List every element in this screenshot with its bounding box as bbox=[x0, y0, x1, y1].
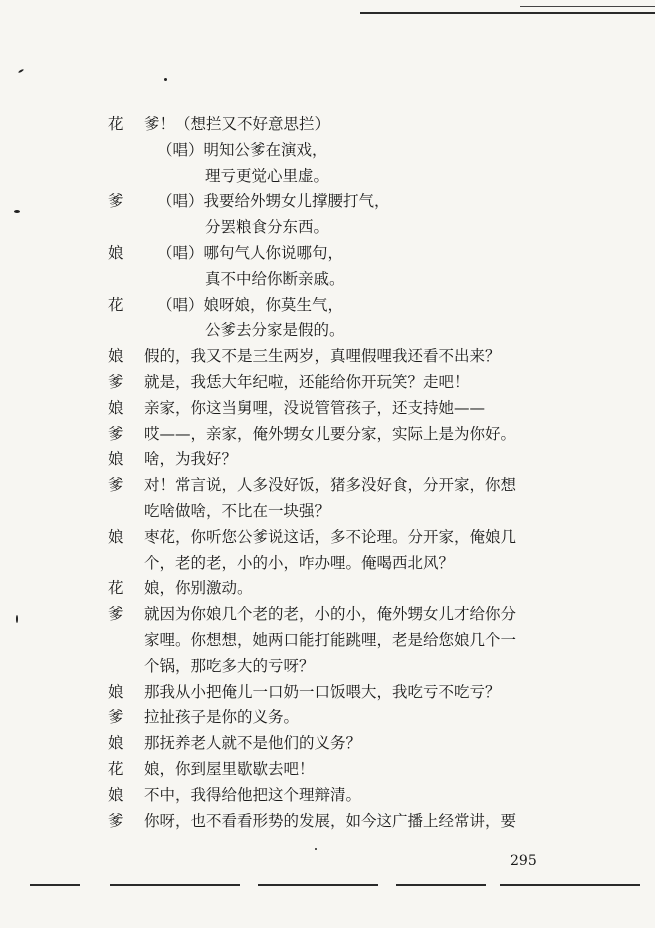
line-text: 拉扯孩子是你的义务。 bbox=[144, 708, 300, 727]
spoken-line bbox=[144, 344, 584, 370]
speaker-name: 娘 bbox=[108, 734, 124, 753]
speaker-name: 娘 bbox=[108, 527, 124, 546]
speaker-name: 娘 bbox=[108, 347, 124, 366]
spoken-line bbox=[144, 576, 584, 602]
dialogue-entry bbox=[0, 731, 655, 757]
dialogue-entry bbox=[0, 680, 655, 706]
scan-speck bbox=[18, 69, 24, 74]
spoken-line bbox=[144, 473, 584, 525]
spoken-line bbox=[144, 680, 584, 706]
spoken-line bbox=[144, 731, 584, 757]
line-text: 个锅，那吃多大的亏呀？ bbox=[144, 656, 315, 675]
dialogue-entry bbox=[0, 241, 655, 293]
line-text: 爹！（想拦又不好意思拦） bbox=[144, 115, 331, 133]
speaker-name: 爹 bbox=[108, 424, 124, 443]
line-text: 假的，我又不是三生两岁，真哩假哩我还看不出来？ bbox=[144, 347, 501, 366]
speaker-name: 爹 bbox=[108, 708, 124, 727]
dialogue-entry bbox=[0, 525, 655, 577]
line-text: 那我从小把俺儿一口奶一口饭喂大，我吃亏不吃亏？ bbox=[144, 682, 501, 701]
dialogue-entry bbox=[0, 344, 655, 370]
line-text: 对！常言说，人多没好饭，猪多没好食，分开家，你想 bbox=[144, 476, 517, 495]
page-number: 295 bbox=[510, 853, 537, 869]
line-text: 不中，我得给他把这个理辩清。 bbox=[144, 785, 362, 804]
line-text: 那抚养老人就不是他们的义务？ bbox=[144, 734, 362, 753]
line-text: （唱）哪句气人你说哪句， bbox=[157, 243, 344, 262]
line-text: 你呀，也不看看形势的发展，如今这广播上经常讲，要 bbox=[144, 811, 517, 830]
speaker-name: 爹 bbox=[108, 372, 124, 391]
line-text: 真不中给你断亲戚。 bbox=[205, 269, 345, 288]
speaker-name: 爹 bbox=[108, 811, 124, 830]
speaker-name: 娘 bbox=[108, 243, 124, 262]
speaker-name: 娘 bbox=[108, 398, 124, 417]
line-text: （唱）我要给外甥女儿撑腰打气， bbox=[157, 192, 390, 211]
line-text: 就因为你娘几个老的老，小的小，俺外甥女儿才给你分 bbox=[144, 605, 517, 624]
spoken-line bbox=[144, 525, 584, 577]
spoken-line bbox=[144, 396, 584, 422]
dialogue-entry bbox=[0, 576, 655, 602]
scan-speck bbox=[164, 78, 167, 81]
spoken-line bbox=[144, 809, 584, 835]
scan-footer-lines bbox=[0, 884, 655, 894]
dialogue-entry bbox=[0, 757, 655, 783]
spoken-line bbox=[144, 112, 584, 138]
spoken-line bbox=[144, 783, 584, 809]
spoken-line bbox=[144, 602, 584, 679]
sung-verse bbox=[157, 293, 577, 345]
dialogue-entry bbox=[0, 705, 655, 731]
line-text: 枣花，你听您公爹说这话，多不论理。分开家，俺娘几 bbox=[144, 527, 517, 546]
spoken-line bbox=[144, 447, 584, 473]
line-text: 分罢粮食分东西。 bbox=[205, 218, 330, 237]
spoken-line bbox=[144, 705, 584, 731]
line-text: 亲家，你这当舅哩，没说管管孩子，还支持她—— bbox=[144, 398, 486, 417]
dialogue-entry bbox=[0, 602, 655, 679]
dialogue-entry bbox=[0, 422, 655, 448]
sung-verse bbox=[157, 189, 577, 241]
dialogue-entry bbox=[0, 189, 655, 241]
line-text: 公爹去分家是假的。 bbox=[205, 321, 345, 340]
dialogue-entry bbox=[0, 809, 655, 835]
scan-speck bbox=[315, 848, 317, 850]
speaker-name: 花 bbox=[108, 115, 124, 133]
sung-verse bbox=[157, 241, 577, 293]
dialogue-entry bbox=[0, 293, 655, 345]
scan-edge-line bbox=[520, 6, 655, 7]
speaker-name: 花 bbox=[108, 759, 124, 778]
line-text: 娘，你别激动。 bbox=[144, 579, 253, 598]
line-text: 个，老的老，小的小，咋办哩。俺喝西北风？ bbox=[144, 553, 455, 572]
dialogue-entry bbox=[0, 396, 655, 422]
speaker-name: 娘 bbox=[108, 682, 124, 701]
speaker-name: 娘 bbox=[108, 785, 124, 804]
line-text: 家哩。你想想，她两口能打能跳哩，老是给您娘几个一 bbox=[144, 630, 517, 649]
line-text: 娘，你到屋里歇歇去吧！ bbox=[144, 759, 315, 778]
speaker-name: 爹 bbox=[108, 605, 124, 624]
line-text: （唱）娘呀娘，你莫生气， bbox=[157, 295, 344, 314]
spoken-line bbox=[144, 757, 584, 783]
line-text: 就是，我恁大年纪啦，还能给你开玩笑？走吧！ bbox=[144, 372, 470, 391]
speaker-name: 爹 bbox=[108, 476, 124, 495]
line-text: （唱）明知公爹在演戏， bbox=[157, 140, 328, 159]
speaker-name: 花 bbox=[108, 295, 124, 314]
dialogue-entry bbox=[0, 473, 655, 525]
scan-edge-line bbox=[360, 0, 655, 14]
speaker-name: 娘 bbox=[108, 450, 124, 469]
line-text: 啥，为我好？ bbox=[144, 450, 238, 469]
speaker-name: 爹 bbox=[108, 192, 124, 211]
dialogue-entry bbox=[0, 370, 655, 396]
spoken-line bbox=[144, 370, 584, 396]
sung-verse bbox=[157, 138, 577, 190]
dialogue-entry bbox=[0, 112, 655, 138]
line-text: 哎——，亲家，俺外甥女儿要分家，实际上是为你好。 bbox=[144, 424, 517, 443]
dialogue-entry bbox=[0, 783, 655, 809]
line-text: 吃啥做啥，不比在一块强？ bbox=[144, 501, 331, 520]
dialogue-entry bbox=[0, 138, 655, 190]
dialogue-entry bbox=[0, 447, 655, 473]
dialogue-block bbox=[0, 112, 655, 834]
speaker-name: 花 bbox=[108, 579, 124, 598]
line-text: 理亏更觉心里虚。 bbox=[205, 166, 330, 185]
spoken-line bbox=[144, 422, 584, 448]
